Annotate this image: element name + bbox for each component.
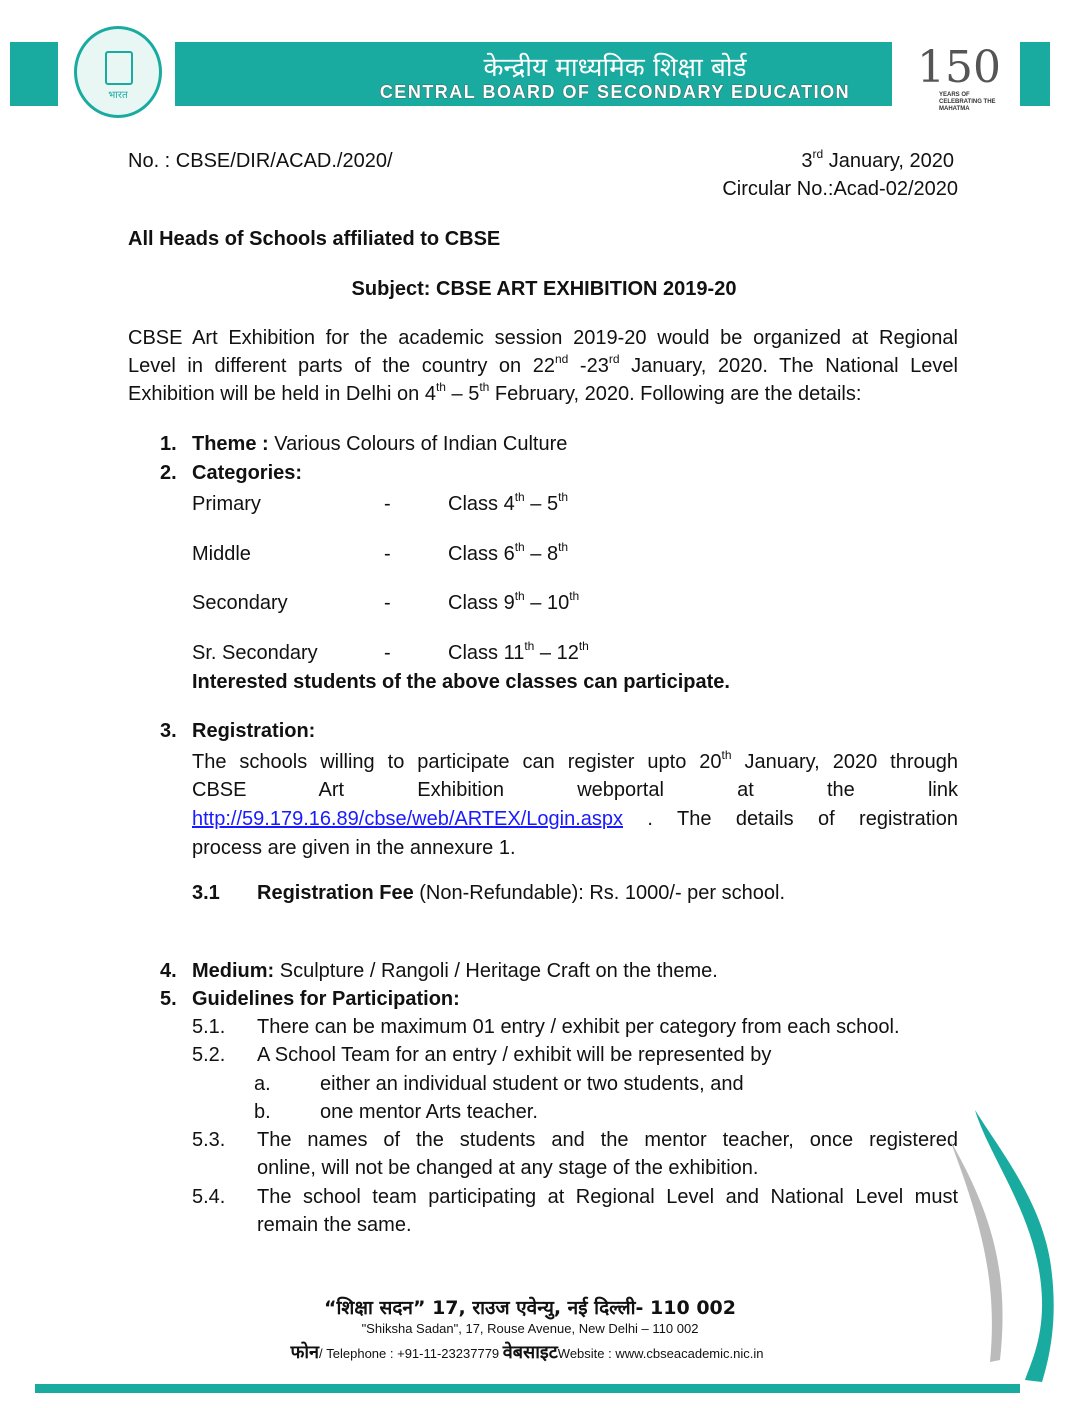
guideline-text: online, will not be changed at any stage of the exhibition. bbox=[257, 1157, 759, 1179]
theme bbox=[192, 432, 567, 456]
guideline-text: A School Team for an entry / exhibit will be represented by bbox=[257, 1044, 772, 1066]
text-segment: February, 2020. Following are the details: bbox=[489, 383, 862, 405]
registration-line bbox=[192, 750, 958, 774]
reference-number: No. : CBSE/DIR/ACAD./2020/ bbox=[128, 150, 393, 172]
text-segment: – 5 bbox=[524, 493, 559, 515]
contact-line bbox=[200, 1342, 854, 1365]
guideline-number: 5.3. bbox=[192, 1129, 226, 1151]
superscript: th bbox=[578, 639, 589, 653]
interested-note: Interested students of the above classes can participate. bbox=[192, 671, 730, 693]
theme-value: Various Colours of Indian Culture bbox=[268, 433, 568, 455]
superscript: rd bbox=[812, 147, 824, 161]
anniversary-text: YEARS OF CELEBRATING THE MAHATMA bbox=[939, 92, 996, 112]
text-segment: January, 2020 through bbox=[731, 751, 958, 773]
text-segment: 3 bbox=[801, 150, 813, 172]
category-name: Primary bbox=[192, 493, 261, 515]
text-segment: The schools willing to participate can register upto 20 bbox=[192, 751, 722, 773]
superscript: th bbox=[569, 589, 580, 603]
sub-item-letter: b. bbox=[254, 1101, 271, 1123]
item-number: 3. bbox=[160, 720, 177, 742]
category-name: Secondary bbox=[192, 592, 288, 614]
superscript: th bbox=[524, 639, 535, 653]
superscript: th bbox=[514, 589, 525, 603]
anniversary-number: 150 bbox=[917, 42, 1001, 93]
item-number: 5. bbox=[160, 988, 177, 1010]
text-segment: Class 4 bbox=[448, 493, 515, 515]
text-segment: – 10 bbox=[524, 592, 570, 614]
text-segment: process are given in the annexure 1. bbox=[192, 837, 516, 859]
telephone: / Telephone : +91-11-23237779 bbox=[319, 1346, 503, 1361]
category-dash: - bbox=[384, 642, 391, 664]
website-hindi: वेबसाइट bbox=[502, 1342, 558, 1363]
phone-hindi: फोन bbox=[290, 1342, 320, 1363]
category-classes bbox=[448, 641, 589, 665]
sub-item-text: one mentor Arts teacher. bbox=[320, 1101, 538, 1123]
sub-item-letter: a. bbox=[254, 1073, 271, 1095]
text-segment: January, 2020. The National Level bbox=[619, 355, 958, 377]
org-name-english: CENTRAL BOARD OF SECONDARY EDUCATION bbox=[379, 82, 851, 102]
website[interactable]: Website : www.cbseacademic.nic.in bbox=[557, 1346, 764, 1361]
text-segment: – 12 bbox=[534, 642, 579, 664]
category-name: Middle bbox=[192, 543, 251, 565]
registration-fee bbox=[257, 881, 785, 905]
circular-number: Circular No.:Acad-02/2020 bbox=[722, 178, 958, 200]
fee-text: (Non-Refundable): Rs. 1000/- per school. bbox=[413, 882, 786, 904]
guideline-number: 5.2. bbox=[192, 1044, 226, 1066]
footer-bar bbox=[35, 1384, 1020, 1393]
medium-value: Sculpture / Rangoli / Heritage Craft on the theme. bbox=[274, 960, 718, 982]
category-dash: - bbox=[384, 493, 391, 515]
text-segment: Level in different parts of the country on 22 bbox=[128, 355, 555, 377]
text-segment: Exhibition will be held in Delhi on 4 bbox=[128, 383, 436, 405]
sub-item-text: either an individual student or two students, and bbox=[320, 1073, 744, 1095]
superscript: th bbox=[514, 490, 525, 504]
logo-text: भारत bbox=[108, 90, 128, 101]
guideline-text: The school team participating at Regional Level and National Level must bbox=[257, 1186, 958, 1208]
fee-label: Registration Fee bbox=[257, 882, 414, 904]
registration-line bbox=[192, 778, 958, 802]
categories-label: Categories: bbox=[192, 462, 303, 484]
guideline-text: There can be maximum 01 entry / exhibit per category from each school. bbox=[257, 1016, 900, 1038]
theme-label: Theme : bbox=[192, 433, 269, 455]
superscript: th bbox=[558, 490, 569, 504]
text-segment: – 5 bbox=[445, 383, 480, 405]
guideline-text: remain the same. bbox=[257, 1214, 412, 1236]
circular-date bbox=[801, 149, 954, 173]
registration-link[interactable]: http://59.179.16.89/cbse/web/ARTEX/Login.aspx bbox=[192, 808, 624, 830]
text-segment: Class 11 bbox=[448, 642, 525, 664]
superscript: nd bbox=[554, 352, 569, 366]
decorative-swoosh bbox=[930, 1100, 1060, 1400]
item-number: 4. bbox=[160, 960, 177, 982]
org-name-hindi: केन्द्रीय माध्यमिक शिक्षा बोर्ड bbox=[483, 53, 747, 83]
address-hindi: “शिक्षा सदन” 17, राउज एवेन्यु, नई दिल्ली- 110 002 bbox=[324, 1297, 736, 1319]
intro-line bbox=[128, 382, 861, 406]
anniversary-logo bbox=[915, 42, 1015, 114]
text-segment: . The details of registration bbox=[623, 808, 958, 830]
item-number: 2. bbox=[160, 462, 177, 484]
cbse-logo bbox=[74, 26, 162, 118]
text-segment: Class 6 bbox=[448, 543, 515, 565]
address-english: "Shiksha Sadan", 17, Rouse Avenue, New Delhi – 110 002 bbox=[361, 1321, 699, 1336]
logo-lamp-icon bbox=[105, 51, 133, 85]
item-number: 1. bbox=[160, 433, 177, 455]
category-dash: - bbox=[384, 543, 391, 565]
superscript: th bbox=[514, 540, 525, 554]
fee-number: 3.1 bbox=[192, 882, 220, 904]
category-classes bbox=[448, 492, 568, 516]
category-dash: - bbox=[384, 592, 391, 614]
superscript: th bbox=[721, 748, 732, 762]
guidelines-label: Guidelines for Participation: bbox=[192, 988, 460, 1010]
addressee: All Heads of Schools affiliated to CBSE bbox=[128, 228, 501, 250]
category-name: Sr. Secondary bbox=[192, 642, 318, 664]
category-classes bbox=[448, 591, 579, 615]
guideline-number: 5.1. bbox=[192, 1016, 226, 1038]
guideline-text: The names of the students and the mentor teacher, once registered bbox=[257, 1129, 958, 1151]
category-classes bbox=[448, 542, 568, 566]
superscript: th bbox=[558, 540, 569, 554]
text-segment: CBSE Art Exhibition webportal at the link bbox=[192, 779, 958, 801]
superscript: rd bbox=[608, 352, 620, 366]
intro-line bbox=[128, 354, 958, 378]
subject: Subject: CBSE ART EXHIBITION 2019-20 bbox=[351, 278, 737, 300]
text-segment: Class 9 bbox=[448, 592, 515, 614]
text-segment: -23 bbox=[568, 355, 609, 377]
text-segment: January, 2020 bbox=[823, 150, 954, 172]
registration-line bbox=[192, 836, 516, 860]
registration-label: Registration: bbox=[192, 720, 316, 742]
intro-line bbox=[128, 326, 958, 350]
superscript: th bbox=[435, 380, 446, 394]
header-left-block bbox=[10, 42, 58, 106]
guideline-number: 5.4. bbox=[192, 1186, 226, 1208]
medium bbox=[192, 959, 718, 983]
superscript: th bbox=[479, 380, 490, 394]
text-segment: – 8 bbox=[524, 543, 559, 565]
header-right-block bbox=[1020, 42, 1050, 106]
medium-label: Medium: bbox=[192, 960, 275, 982]
text-segment: CBSE Art Exhibition for the academic session 2019-20 would be organized at Regional bbox=[128, 327, 958, 349]
registration-line bbox=[192, 807, 958, 831]
